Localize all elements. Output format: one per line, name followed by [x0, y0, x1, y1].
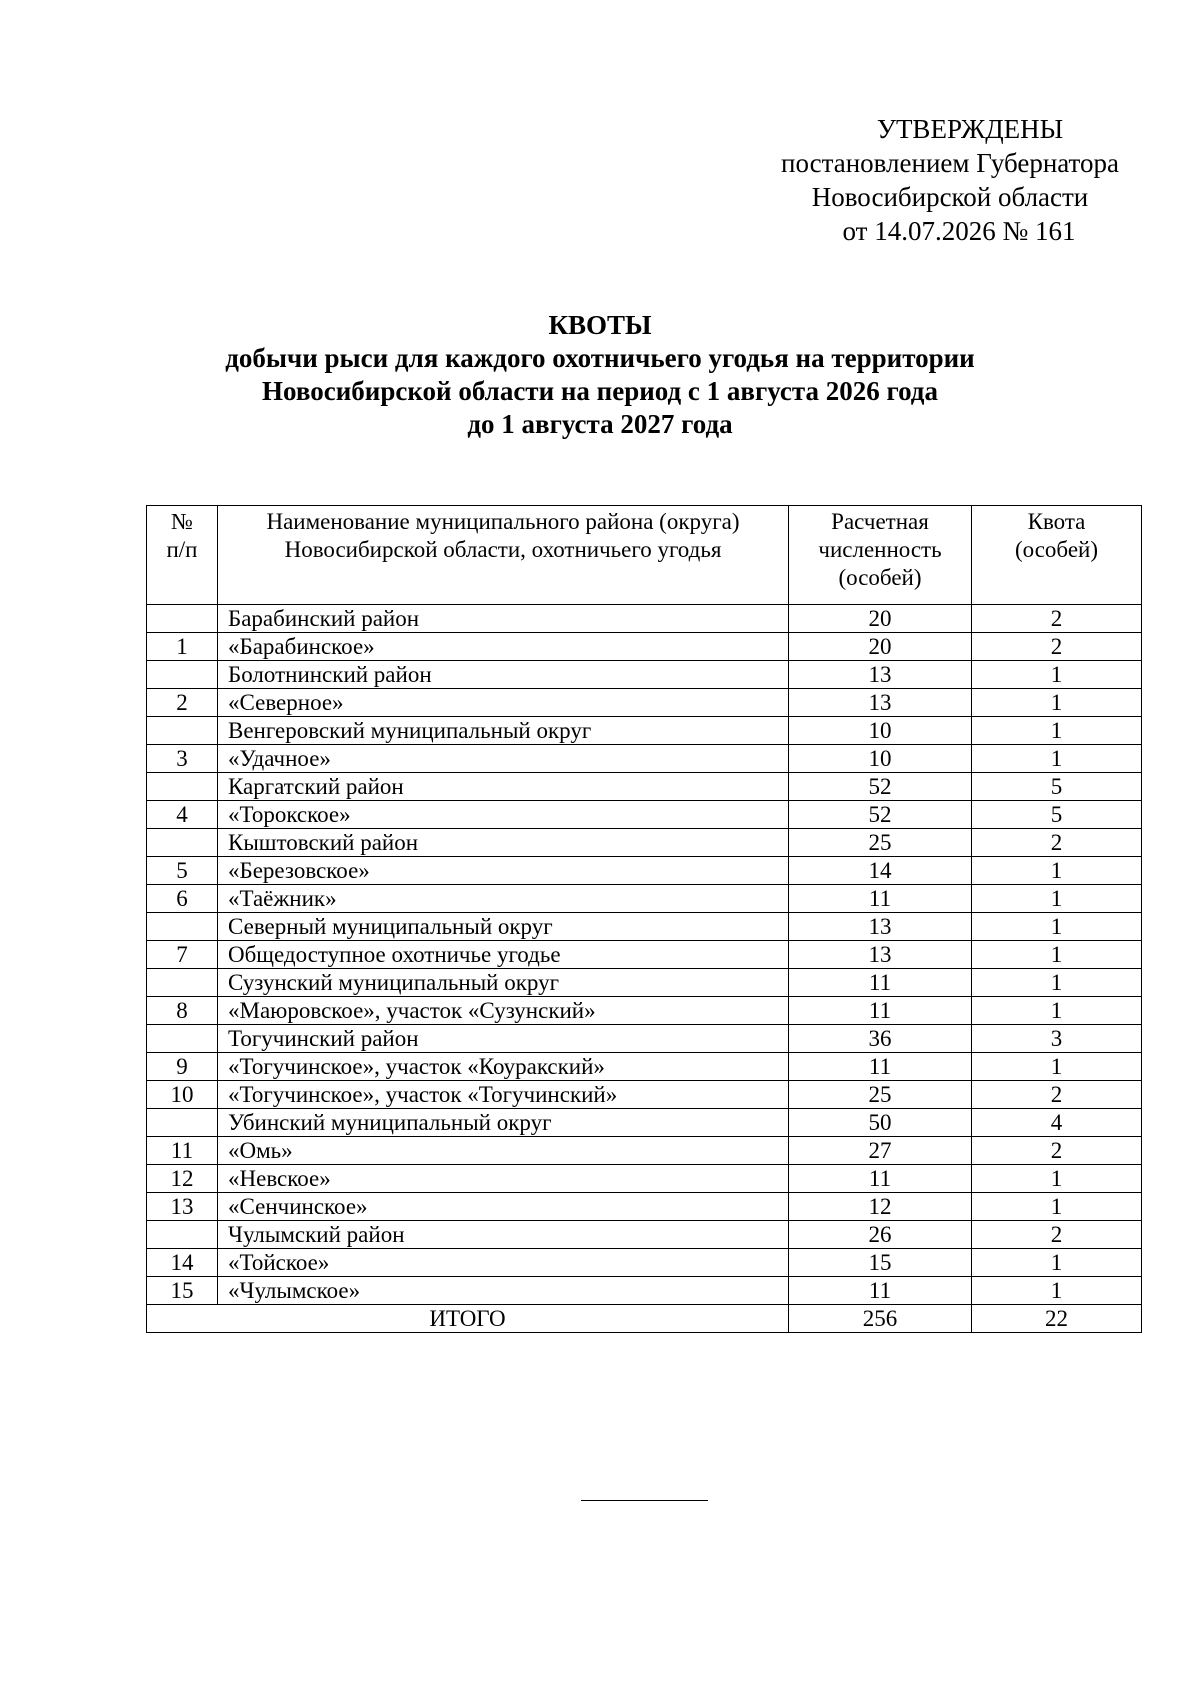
table-row [147, 829, 1142, 857]
row-name: «Тогучинское», участок «Тогучинский» [218, 1081, 789, 1109]
row-number: 11 [147, 1137, 218, 1165]
row-name: Кыштовский район [218, 829, 789, 857]
row-quota: 1 [972, 997, 1142, 1025]
row-name: «Барабинское» [218, 633, 789, 661]
row-number: 13 [147, 1193, 218, 1221]
row-name: «Сенчинское» [218, 1193, 789, 1221]
row-population: 11 [789, 885, 972, 913]
row-name: «Маюровское», участок «Сузунский» [218, 997, 789, 1025]
row-number [147, 605, 218, 633]
total-label: ИТОГО [147, 1305, 789, 1333]
row-population: 25 [789, 829, 972, 857]
table-row [147, 1249, 1142, 1277]
table-row [147, 773, 1142, 801]
row-quota: 1 [972, 913, 1142, 941]
row-population: 52 [789, 773, 972, 801]
row-name: Барабинский район [218, 605, 789, 633]
table-row [147, 1221, 1142, 1249]
total-population: 256 [789, 1305, 972, 1333]
row-population: 11 [789, 1053, 972, 1081]
row-number: 10 [147, 1081, 218, 1109]
row-name: Сузунский муниципальный округ [218, 969, 789, 997]
row-quota: 4 [972, 1109, 1142, 1137]
row-population: 13 [789, 661, 972, 689]
table-row [147, 689, 1142, 717]
total-quota: 22 [972, 1305, 1142, 1333]
row-quota: 1 [972, 1193, 1142, 1221]
row-population: 27 [789, 1137, 972, 1165]
row-name: Северный муниципальный округ [218, 913, 789, 941]
row-name: Общедоступное охотничье угодье [218, 941, 789, 969]
row-population: 11 [789, 1277, 972, 1305]
row-name: «Невское» [218, 1165, 789, 1193]
row-number: 4 [147, 801, 218, 829]
row-name: Тогучинский район [218, 1025, 789, 1053]
header-population: Расчетная численность (особей) [789, 506, 972, 605]
table-row [147, 1053, 1142, 1081]
approval-line-decree: постановлением Губернатора [781, 148, 1119, 178]
table-row [147, 661, 1142, 689]
table-body [147, 605, 1142, 1305]
row-population: 25 [789, 1081, 972, 1109]
row-quota: 1 [972, 745, 1142, 773]
approval-line-date-number: от 14.07.2026 № 161 [842, 216, 1076, 246]
table-row [147, 941, 1142, 969]
row-population: 13 [789, 941, 972, 969]
row-number [147, 913, 218, 941]
row-quota: 2 [972, 1137, 1142, 1165]
row-number: 12 [147, 1165, 218, 1193]
row-name: «Тогучинское», участок «Коуракский» [218, 1053, 789, 1081]
row-population: 50 [789, 1109, 972, 1137]
row-name: «Удачное» [218, 745, 789, 773]
document-title [0, 309, 1200, 441]
header-number: № п/п [147, 506, 218, 605]
row-population: 14 [789, 857, 972, 885]
row-number: 5 [147, 857, 218, 885]
row-quota: 1 [972, 689, 1142, 717]
row-quota: 1 [972, 1277, 1142, 1305]
row-number: 3 [147, 745, 218, 773]
header-name: Наименование муниципального района (округа) Новосибирской области, охотничьего угодья [218, 506, 789, 605]
row-quota: 1 [972, 717, 1142, 745]
row-number [147, 1109, 218, 1137]
table-row [147, 997, 1142, 1025]
row-number [147, 1221, 218, 1249]
row-name: Венгеровский муниципальный округ [218, 717, 789, 745]
row-name: «Таёжник» [218, 885, 789, 913]
row-number: 14 [147, 1249, 218, 1277]
row-population: 11 [789, 997, 972, 1025]
row-quota: 5 [972, 801, 1142, 829]
row-population: 12 [789, 1193, 972, 1221]
row-name: Каргатский район [218, 773, 789, 801]
table-row [147, 717, 1142, 745]
approval-heading: УТВЕРЖДЕНЫ [876, 114, 1064, 144]
table-row [147, 857, 1142, 885]
row-population: 13 [789, 689, 972, 717]
title-line-3: Новосибирской области на период с 1 августа 2026 года [262, 376, 938, 406]
row-name: «Омь» [218, 1137, 789, 1165]
row-quota: 1 [972, 1053, 1142, 1081]
row-population: 11 [789, 1165, 972, 1193]
row-population: 52 [789, 801, 972, 829]
table-row [147, 885, 1142, 913]
row-name: Болотнинский район [218, 661, 789, 689]
row-population: 15 [789, 1249, 972, 1277]
row-population: 11 [789, 969, 972, 997]
row-name: «Чулымское» [218, 1277, 789, 1305]
table-row [147, 1165, 1142, 1193]
end-of-document-line [581, 1500, 708, 1501]
table-row [147, 1193, 1142, 1221]
row-quota: 2 [972, 1081, 1142, 1109]
row-name: «Торокское» [218, 801, 789, 829]
total-row [147, 1305, 1142, 1333]
title-heading: КВОТЫ [548, 310, 652, 340]
row-number: 7 [147, 941, 218, 969]
row-quota: 1 [972, 885, 1142, 913]
row-name: Убинский муниципальный округ [218, 1109, 789, 1137]
title-line-2: добычи рыси для каждого охотничьего угодья на территории [225, 343, 975, 373]
table-header-row [147, 506, 1142, 605]
row-quota: 1 [972, 941, 1142, 969]
row-quota: 1 [972, 1249, 1142, 1277]
row-quota: 2 [972, 829, 1142, 857]
table-row [147, 1137, 1142, 1165]
table-row [147, 913, 1142, 941]
row-number: 8 [147, 997, 218, 1025]
row-population: 10 [789, 717, 972, 745]
row-name: «Тойское» [218, 1249, 789, 1277]
row-number: 6 [147, 885, 218, 913]
table-row [147, 801, 1142, 829]
row-population: 10 [789, 745, 972, 773]
row-quota: 1 [972, 857, 1142, 885]
row-quota: 1 [972, 1165, 1142, 1193]
row-quota: 2 [972, 1221, 1142, 1249]
table-row [147, 745, 1142, 773]
quota-table [146, 505, 1142, 1333]
row-name: «Березовское» [218, 857, 789, 885]
row-quota: 2 [972, 605, 1142, 633]
row-number: 9 [147, 1053, 218, 1081]
row-number [147, 969, 218, 997]
table-row [147, 1109, 1142, 1137]
row-number [147, 1025, 218, 1053]
row-name: «Северное» [218, 689, 789, 717]
row-quota: 1 [972, 661, 1142, 689]
table-row [147, 605, 1142, 633]
table-row [147, 633, 1142, 661]
row-number: 2 [147, 689, 218, 717]
row-population: 13 [789, 913, 972, 941]
table-row [147, 1081, 1142, 1109]
table-row [147, 969, 1142, 997]
row-population: 26 [789, 1221, 972, 1249]
row-quota: 2 [972, 633, 1142, 661]
row-quota: 5 [972, 773, 1142, 801]
row-population: 20 [789, 605, 972, 633]
row-number [147, 717, 218, 745]
title-line-4: до 1 августа 2027 года [467, 409, 733, 439]
table-row [147, 1277, 1142, 1305]
row-number [147, 773, 218, 801]
row-number: 15 [147, 1277, 218, 1305]
table-row [147, 1025, 1142, 1053]
row-population: 36 [789, 1025, 972, 1053]
row-quota: 3 [972, 1025, 1142, 1053]
row-number [147, 661, 218, 689]
row-population: 20 [789, 633, 972, 661]
row-number [147, 829, 218, 857]
row-quota: 1 [972, 969, 1142, 997]
row-number: 1 [147, 633, 218, 661]
header-quota: Квота (особей) [972, 506, 1142, 605]
approval-stamp [700, 112, 1200, 248]
approval-line-region: Новосибирской области [811, 182, 1089, 212]
row-name: Чулымский район [218, 1221, 789, 1249]
